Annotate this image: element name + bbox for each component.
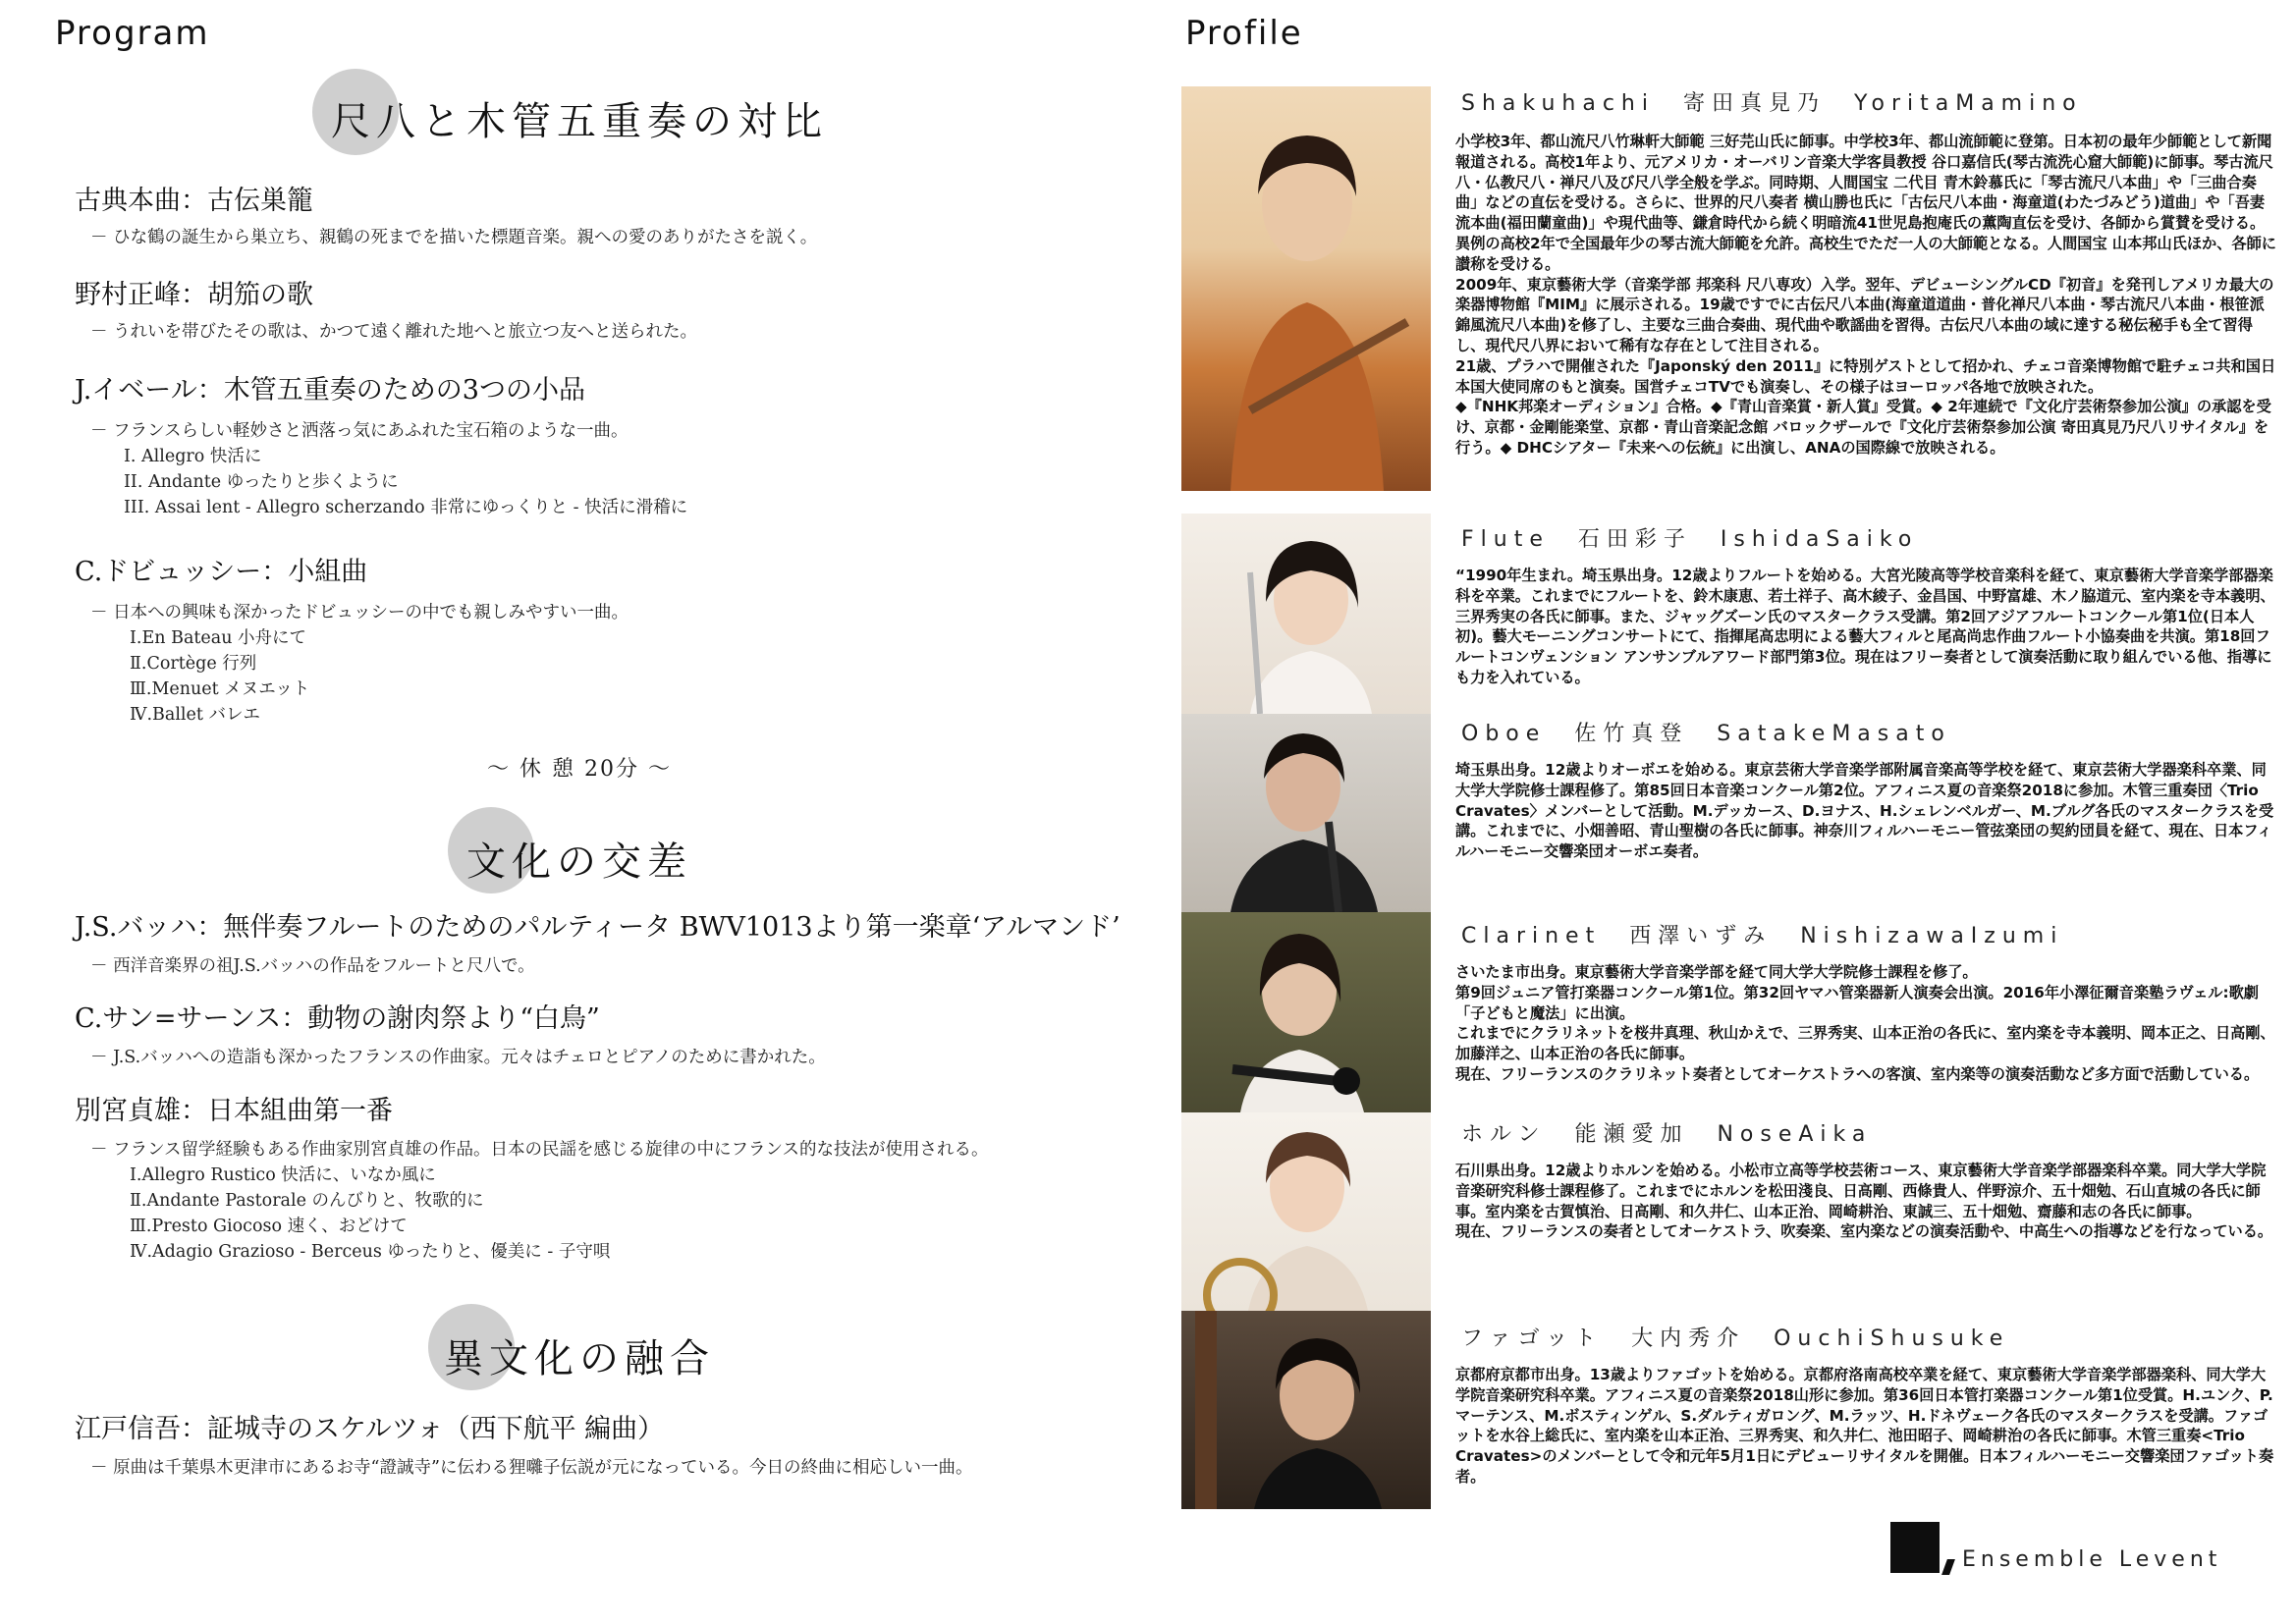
member-bio: 京都府京都市出身。13歳よりファゴットを始める。京都府洛南高校卒業を経て、東京藝術大学音楽学部器楽科、同大学大学院音楽研究科卒業。アフィニス夏の音楽祭2018山形に参加。第36回日本管打楽器コンクール第1位受賞。H.ユンク、P.マーテンス、M.ボスティンゲル、S.ダルティガロング、M.ラッツ、H.ドネヴェーク各氏のマスタークラスを受講。ファゴットを水谷上総氏に、室内楽を山本正治、三界秀実、和久井仁、池田昭子、岡崎耕治の各氏に師事。木管三重奏<Trio Cravates>のメンバーとして令和元年5月1日にデビューリサイタルを開催。日本フィルハーモニー交響楽団ファゴット奏者。	[1455, 1366, 2274, 1486]
piece	[75, 1412, 1145, 1481]
member-bio: 石川県出身。12歳よりホルンを始める。小松市立高等学校芸術コース、東京藝術大学音楽学部器楽科卒業。同大学大学院音楽研究科修士課程修了。これまでにホルンを松田淺良、日高剛、西條貴人、伴野涼介、五十畑勉、石山直城の各氏に師事。室内楽を古賀慎治、日高剛、和久井仁、山本正治、岡崎耕治、東誠三、五十畑勉、齋藤和志の各氏に師事。 現在、フリーランスの奏者としてオーケストラ、吹奏楽、室内楽などの演奏活動や、中高生への指導などを行なっている。	[1455, 1162, 2273, 1241]
movement: I. Allegro 快活に	[124, 447, 262, 466]
member-photo-horn	[1181, 1112, 1431, 1311]
piece-description: － 西洋音楽界の祖J.S.バッハの作品をフルートと尺八で。	[90, 956, 535, 976]
movement: Ⅰ.Allegro Rustico 快活に、いなか風に	[130, 1165, 436, 1185]
ensemble-logo-tick	[1941, 1559, 1955, 1575]
piece-title: J.イベール：木管五重奏のための3つの小品	[75, 375, 585, 406]
ensemble-logo-text: Ensemble Levent	[1962, 1547, 2222, 1572]
program-heading: Program	[55, 14, 210, 53]
member-photo-oboe	[1181, 714, 1431, 912]
piece-description: － ひな鶴の誕生から巣立ち、親鶴の死までを描いた標題音楽。親への愛のありがたさを説く。	[90, 228, 818, 247]
movement: Ⅳ.Adagio Grazioso - Berceus ゆったりと、優美に - 子守唄	[130, 1242, 611, 1262]
piece-title: C.サン=サーンス：動物の謝肉祭より“白鳥”	[75, 1003, 600, 1034]
member-name: Shakuhachi 寄田真見乃 YoritaMamino	[1461, 91, 2083, 116]
movement: II. Andante ゆったりと歩くように	[124, 472, 399, 492]
piece-description: － うれいを帯びたその歌は、かつて遠く離れた地へと旅立つ友へと送られた。	[90, 322, 698, 342]
movement: Ⅲ.Menuet メヌエット	[130, 679, 310, 699]
piece-title: J.S.バッハ：無伴奏フルートのためのパルティータ BWV1013より第一楽章‘アルマンド’	[75, 912, 1121, 943]
movement: Ⅰ.En Bateau 小舟にて	[130, 628, 307, 648]
piece	[75, 555, 1145, 728]
movement: Ⅱ.Andante Pastorale のんびりと、牧歌的に	[130, 1191, 484, 1211]
piece-description: － フランスらしい軽妙さと洒落っ気にあふれた宝石箱のような一曲。	[90, 421, 629, 441]
intermission-label: ～ 休 憩 20分 ～	[487, 757, 672, 782]
member-name: Oboe 佐竹真登 SatakeMasato	[1461, 722, 1951, 746]
piece-description: － フランス留学経験もある作曲家別宮貞雄の作品。日本の民謡を感じる旋律の中にフランス的な技法が使用される。	[90, 1140, 989, 1160]
member-photo-clarinet	[1181, 912, 1431, 1112]
piece	[75, 373, 1145, 520]
piece-title: C.ドビュッシー：小組曲	[75, 557, 368, 587]
movement: Ⅲ.Presto Giocoso 速く、おどけて	[130, 1217, 408, 1236]
section-title: 異文化の融合	[444, 1336, 715, 1381]
piece-description: － J.S.バッハへの造詣も深かったフランスの作曲家。元々はチェロとピアノのために書かれた。	[90, 1048, 826, 1067]
member-bio: 小学校3年、都山流尺八竹琳軒大師範 三好芫山氏に師事。中学校3年、都山流師範に登第。日本初の最年少師範として新聞報道される。高校1年より、元アメリカ・オーバリン音楽大学客員教授 谷口嘉信氏(琴古流洗心窟大師範)に師事。琴古流尺八・仏教尺八・禅尺八及び尺八学全般を学ぶ。同時期、人間国宝 二代目 青木鈴慕氏に「琴古流尺八本曲」や「三曲合奏曲」などの直伝を受ける。さらに、世界的尺八奏者 横山勝也氏に「古伝尺八本曲・海童道(わたづみどう)道曲」や「吾妻流本曲(福田蘭童曲)」や現代曲等、鎌倉時代から続く明暗流41世児島抱庵氏の薫陶直伝を受け、各師から賞賛を受ける。異例の高校2年で全国最年少の琴古流大師範を允許。高校生でただ一人の大師範となる。人間国宝 山本邦山氏ほか、各師に讃称を受ける。 2009年、東京藝術大学（音楽学部 邦楽科 尺八専攻）入学。翌年、デビューシングルCD『初音』を発刊しアメリカ最大の楽器博物館『MIM』に展示される。19歳ですでに古伝尺八本曲(海童道道曲・普化禅尺八本曲・琴古流尺八本曲・根笹派錦風流尺八本曲)を修了し、主要な三曲合奏曲、現代曲や歌謡曲を習得。古伝尺八本曲の域に達する秘伝秘手も全て習得し、現代尺八界において稀有な存在として注目される。 21歳、プラハで開催された『Japonský den 2011』に特別ゲストとして招かれ、チェコ音楽博物館で駐チェコ共和国日本国大使同席のもと演奏。国営チェコTVでも演奏し、その様子はヨーロッパ各地で放映された。 ◆『NHK邦楽オーディション』合格。◆『青山音楽賞・新人賞』受賞。◆ 2年連続で『文化庁芸術祭参加公演』の承認を受け、京都・金剛能楽堂、京都・青山音楽記念館 バロックザールで『文化庁芸術祭参加公演 寄田真見乃尺八リサイタル』を行う。◆ DHCシアター『未来への伝統』に出演し、ANAの国際線で放映される。	[1455, 133, 2276, 457]
member-name: Flute 石田彩子 IshidaSaiko	[1461, 527, 1919, 552]
member-photo-bassoon	[1181, 1311, 1431, 1509]
movement: III. Assai lent - Allegro scherzando 非常にゆっくりと - 快活に滑稽に	[124, 498, 688, 517]
member-bio: さいたま市出身。東京藝術大学音楽学部を経て同大学大学院修士課程を修了。 第9回ジュニア管打楽器コンクール第1位。第32回ヤマハ管楽器新人演奏会出演。2016年小澤征爾音楽塾ラヴェル:歌劇「子どもと魔法」に出演。 これまでにクラリネットを桜井真理、秋山かえで、三界秀実、山本正治の各氏に、室内楽を寺本義明、岡本正之、日高剛、加藤洋之、山本正治の各氏に師事。 現在、フリーランスのクラリネット奏者としてオーケストラへの客演、室内楽等の演奏活動など多方面で活動している。	[1455, 963, 2275, 1083]
piece	[75, 1001, 1145, 1070]
profile-heading: Profile	[1185, 14, 1303, 53]
piece	[75, 278, 1145, 345]
member-photo-shakuhachi	[1181, 86, 1431, 491]
piece	[75, 1094, 1145, 1265]
member-bio: 埼玉県出身。12歳よりオーボエを始める。東京芸術大学音楽学部附属音楽高等学校を経て、東京芸術大学器楽科卒業、同大学大学院修士課程修了。第85回日本音楽コンクール第2位。アフィニス夏の音楽祭2018に参加。木管三重奏団〈Trio Cravates〉メンバーとして活動。M.デッカース、D.ヨナス、H.シェレンベルガー、M.ブルグ各氏のマスタークラスを受講。これまでに、小畑善昭、青山聖樹の各氏に師事。神奈川フィルハーモニー管弦楽団の契約団員を経て、現在、日本フィルハーモニー交響楽団オーボエ奏者。	[1455, 761, 2274, 861]
ensemble-logo-mark	[1890, 1522, 1940, 1573]
piece-title: 古典本曲：古伝巣籠	[75, 186, 313, 216]
movement: Ⅱ.Cortège 行列	[130, 654, 257, 674]
piece	[75, 184, 1145, 250]
piece	[75, 910, 1145, 979]
member-name: ホルン 能瀬愛加 NoseAika	[1461, 1122, 1873, 1147]
member-photo-flute	[1181, 514, 1431, 714]
member-name: Clarinet 西澤いずみ NishizawaIzumi	[1461, 924, 2064, 948]
piece-title: 別宮貞雄：日本組曲第一番	[75, 1096, 393, 1126]
member-bio: “1990年生まれ。埼玉県出身。12歳よりフルートを始める。大宮光陵高等学校音楽科を経て、東京藝術大学音楽学部器楽科を卒業。これまでにフルートを、鈴木康恵、若土祥子、高木綾子、金昌国、中野富雄、木ノ脇道元、室内楽を寺本義明、三界秀実の各氏に師事。また、ジャッグズーン氏のマスタークラス受講。第2回アジアフルートコンクール第1位(日本人初)。藝大モーニングコンサートにて、指揮尾高忠明による藝大フィルと尾高尚忠作曲フルート小協奏曲を共演。第18回フルートコンヴェンション アンサンブルアワード部門第3位。現在はフリー奏者として演奏活動に取り組んでいる他、指導にも力を入れている。	[1455, 567, 2275, 686]
piece-title: 江戸信吾：証城寺のスケルツォ（西下航平 編曲）	[75, 1414, 665, 1444]
member-name: ファゴット 大内秀介 OuchiShusuke	[1461, 1326, 2010, 1351]
piece-description: － 日本への興味も深かったドビュッシーの中でも親しみやすい一曲。	[90, 603, 629, 623]
movement: Ⅳ.Ballet バレエ	[130, 705, 260, 725]
piece-title: 野村正峰：胡笳の歌	[75, 280, 313, 310]
section-title: 文化の交差	[466, 839, 692, 885]
piece-description: － 原曲は千葉県木更津市にあるお寺“證誠寺”に伝わる狸囃子伝説が元になっている。今日の終曲に相応しい一曲。	[90, 1458, 973, 1478]
section-title: 尺八と木管五重奏の対比	[331, 99, 828, 144]
